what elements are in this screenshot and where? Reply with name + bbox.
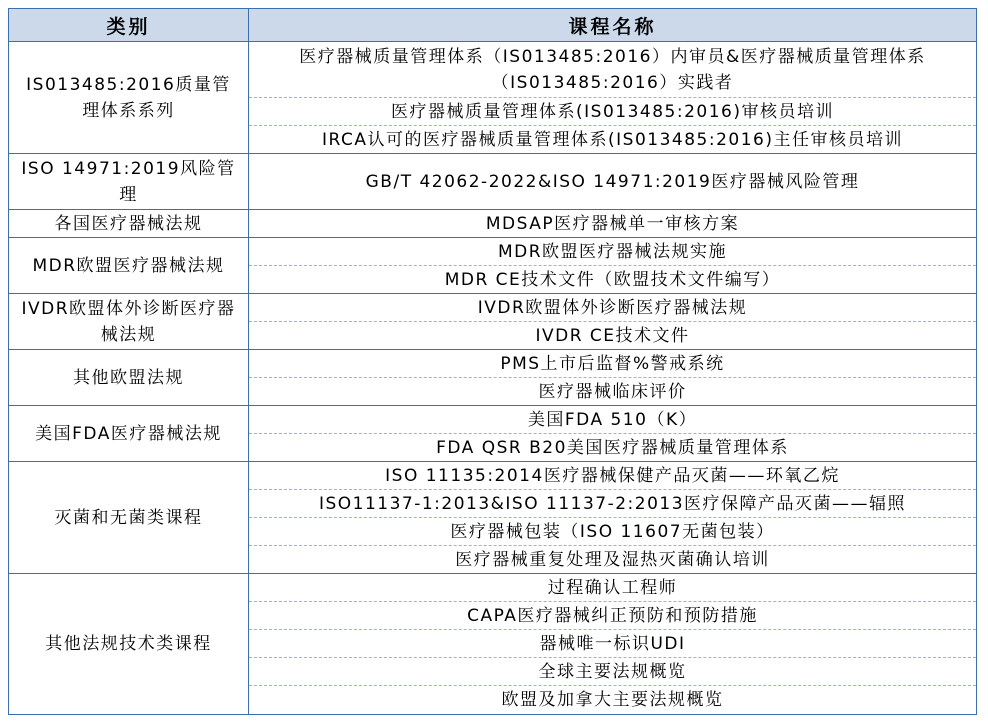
row-divider bbox=[9, 153, 976, 154]
course-cell: MDSAP医疗器械单一审核方案 bbox=[485, 214, 740, 234]
sub-row-divider bbox=[249, 125, 976, 126]
category-cell: MDR欧盟医疗器械法规 bbox=[32, 256, 225, 276]
category-cell: 其他法规技术类课程 bbox=[45, 634, 212, 654]
category-cell: IS013485:2016质量管理体系系列 bbox=[26, 75, 231, 121]
course-cell: 医疗器械包装（ISO 11607无菌包装） bbox=[450, 522, 775, 542]
course-table-container bbox=[8, 8, 977, 715]
course-cell: 美国FDA 510（K） bbox=[527, 410, 698, 430]
sub-row-divider bbox=[249, 433, 976, 434]
course-cell: 医疗器械质量管理体系（IS013485:2016）内审员&医疗器械质量管理体系（IS013485:2016）实践者 bbox=[299, 47, 926, 93]
category-cell: 灭菌和无菌类课程 bbox=[54, 508, 203, 528]
course-cell: 医疗器械临床评价 bbox=[538, 382, 687, 402]
category-cell: ISO 14971:2019风险管理 bbox=[21, 159, 236, 205]
course-cell: MDR欧盟医疗器械法规实施 bbox=[497, 242, 728, 262]
sub-row-divider bbox=[249, 685, 976, 686]
sub-row-divider bbox=[249, 321, 976, 322]
course-cell: 全球主要法规概览 bbox=[538, 662, 687, 682]
course-cell: IVDR CE技术文件 bbox=[535, 326, 690, 346]
course-cell: 过程确认工程师 bbox=[547, 578, 678, 598]
header-category: 类别 bbox=[9, 9, 248, 42]
sub-row-divider bbox=[249, 601, 976, 602]
row-divider bbox=[9, 209, 976, 210]
course-cell: ISO11137-1:2013&ISO 11137-2:2013医疗保障产品灭菌——辐照 bbox=[318, 494, 907, 514]
row-divider bbox=[9, 405, 976, 406]
course-cell: FDA QSR B20美国医疗器械质量管理体系 bbox=[436, 438, 789, 458]
category-cell: 各国医疗器械法规 bbox=[54, 214, 203, 234]
sub-row-divider bbox=[249, 545, 976, 546]
course-cell: PMS上市后监督%警戒系统 bbox=[500, 354, 725, 374]
category-cell: 美国FDA医疗器械法规 bbox=[35, 424, 222, 444]
sub-row-divider bbox=[249, 657, 976, 658]
course-table bbox=[8, 8, 977, 715]
header-course: 课程名称 bbox=[249, 9, 976, 42]
row-divider bbox=[9, 293, 976, 294]
course-cell: 欧盟及加拿大主要法规概览 bbox=[501, 690, 724, 710]
sub-row-divider bbox=[249, 265, 976, 266]
course-cell: GB/T 42062-2022&ISO 14971:2019医疗器械风险管理 bbox=[365, 172, 860, 192]
course-cell: 器械唯一标识UDI bbox=[539, 634, 686, 654]
course-cell: IRCA认可的医疗器械质量管理体系(IS013485:2016)主任审核员培训 bbox=[322, 130, 903, 150]
course-cell: CAPA医疗器械纠正预防和预防措施 bbox=[467, 606, 758, 626]
row-divider bbox=[9, 349, 976, 350]
row-divider bbox=[9, 237, 976, 238]
course-cell: MDR CE技术文件（欧盟技术文件编写） bbox=[444, 270, 781, 290]
course-cell: ISO 11135:2014医疗器械保健产品灭菌——环氧乙烷 bbox=[385, 466, 840, 486]
row-divider bbox=[9, 41, 976, 42]
course-cell: 医疗器械质量管理体系(IS013485:2016)审核员培训 bbox=[391, 102, 834, 122]
row-divider bbox=[9, 461, 976, 462]
sub-row-divider bbox=[249, 377, 976, 378]
sub-row-divider bbox=[249, 97, 976, 98]
course-cell: 医疗器械重复处理及湿热灭菌确认培训 bbox=[455, 550, 770, 570]
category-cell: 其他欧盟法规 bbox=[73, 368, 184, 388]
course-cell: IVDR欧盟体外诊断医疗器械法规 bbox=[477, 298, 748, 318]
sub-row-divider bbox=[249, 629, 976, 630]
sub-row-divider bbox=[249, 517, 976, 518]
row-divider bbox=[9, 573, 976, 574]
category-cell: IVDR欧盟体外诊断医疗器械法规 bbox=[21, 299, 236, 345]
sub-row-divider bbox=[249, 489, 976, 490]
